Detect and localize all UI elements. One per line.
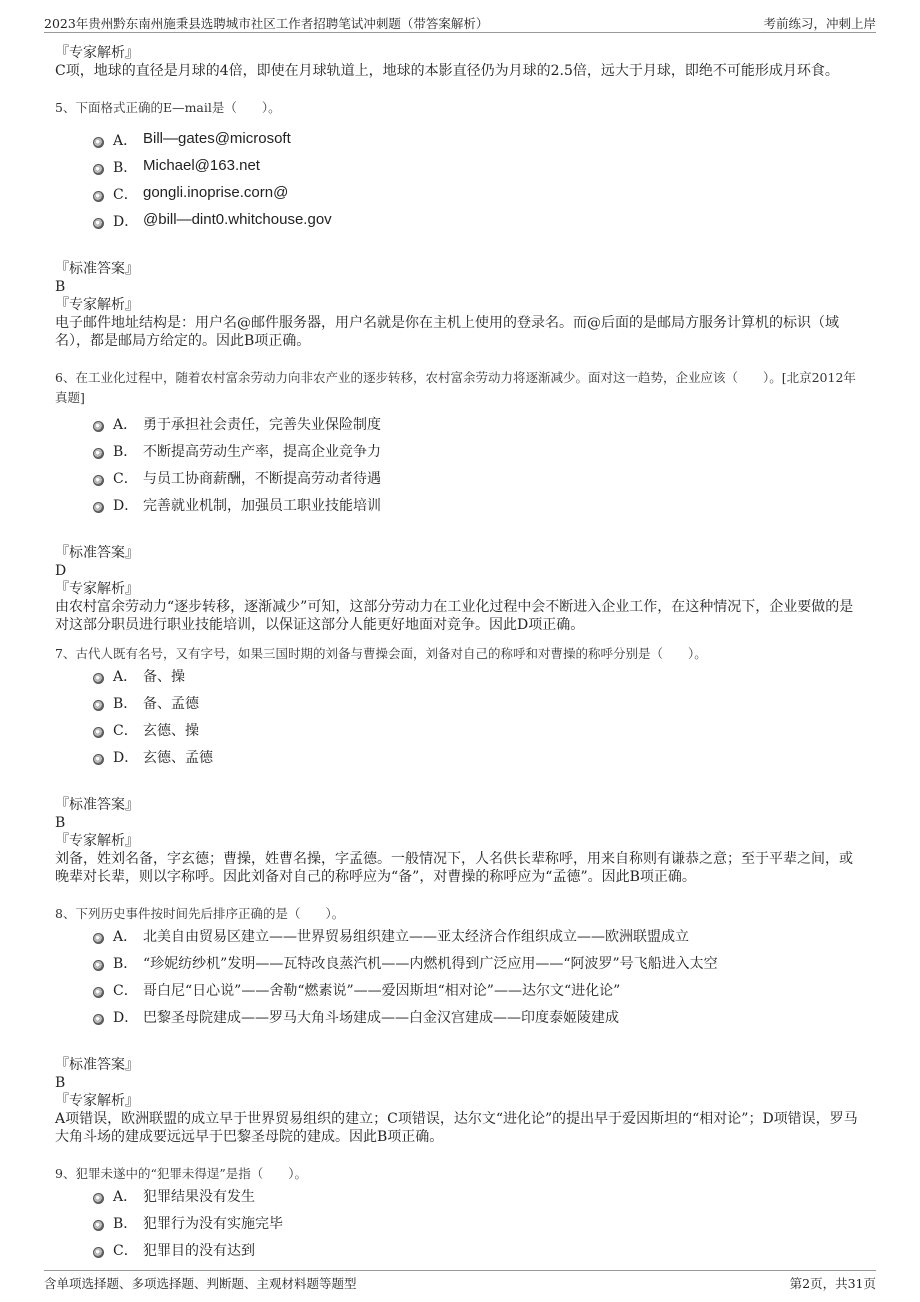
standard-answer: B: [55, 279, 66, 295]
expert-label: 『专家解析』: [55, 1093, 139, 1109]
radio-icon[interactable]: [93, 987, 104, 998]
radio-icon[interactable]: [93, 164, 104, 175]
standard-answer: B: [55, 815, 66, 831]
option-a[interactable]: A． 北美自由贸易区建立——世界贸易组织建立——亚太经济合作组织成立——欧洲联盟成立: [55, 924, 865, 951]
option-c[interactable]: C． gongli.inoprise.corn@: [55, 182, 865, 209]
option-c[interactable]: C． 与员工协商薪酬，不断提高劳动者待遇: [55, 466, 865, 493]
question-text: 8、下列历史事件按时间先后排序正确的是（ ）。: [55, 906, 345, 921]
radio-icon[interactable]: [93, 502, 104, 513]
radio-icon[interactable]: [93, 933, 104, 944]
radio-icon[interactable]: [93, 421, 104, 432]
option-c[interactable]: C． 哥白尼“日心说”——舍勒“燃素说”——爱因斯坦“相对论”——达尔文“进化论”: [55, 978, 865, 1005]
standard-answer-label: 『标准答案』: [55, 1057, 139, 1073]
option-a[interactable]: A． 犯罪结果没有发生: [55, 1184, 865, 1211]
radio-icon[interactable]: [93, 448, 104, 459]
radio-icon[interactable]: [93, 1014, 104, 1025]
standard-answer-label: 『标准答案』: [55, 797, 139, 813]
option-d[interactable]: D． 完善就业机制，加强员工职业技能培训: [55, 493, 865, 520]
option-a[interactable]: A． Bill—gates@microsoft: [55, 128, 865, 155]
page-footer: [44, 1270, 876, 1293]
radio-icon[interactable]: [93, 673, 104, 684]
option-a[interactable]: A． 勇于承担社会责任，完善失业保险制度: [55, 412, 865, 439]
standard-answer-label: 『标准答案』: [55, 545, 139, 561]
option-c[interactable]: C． 玄德、操: [55, 718, 865, 745]
radio-icon[interactable]: [93, 1247, 104, 1258]
option-b[interactable]: B． “珍妮纺纱机”发明——瓦特改良蒸汽机——内燃机得到广泛应用——“阿波罗”号飞船进入太空: [55, 951, 865, 978]
standard-answer: D: [55, 563, 67, 579]
question-text: 9、犯罪未遂中的“犯罪未得逞”是指（ ）。: [55, 1166, 307, 1181]
expert-analysis: 电子邮件地址结构是：用户名@邮件服务器，用户名就是你在主机上使用的登录名。而@后面的是邮局方服务计算机的标识（域名），都是邮局方给定的。因此B项正确。: [55, 315, 839, 349]
page-number: 第2页，共31页: [789, 1276, 876, 1291]
radio-icon[interactable]: [93, 1193, 104, 1204]
expert-analysis: 由农村富余劳动力“逐步转移，逐渐减少”可知，这部分劳动力在工业化过程中会不断进入企业工作，在这种情况下，企业要做的是对这部分职员进行职业技能培训，以保证这部分人能更好地面对竞争。因此D项正确。: [55, 599, 854, 633]
radio-icon[interactable]: [93, 475, 104, 486]
option-d[interactable]: D． 巴黎圣母院建成——罗马大角斗场建成——白金汉宫建成——印度泰姬陵建成: [55, 1005, 865, 1032]
option-c[interactable]: C． 犯罪目的没有达到: [55, 1238, 865, 1265]
option-b[interactable]: B． Michael@163.net: [55, 155, 865, 182]
standard-answer: B: [55, 1075, 66, 1091]
option-b[interactable]: B． 备、孟德: [55, 691, 865, 718]
question-block: [55, 98, 865, 350]
option-b[interactable]: B． 犯罪行为没有实施完毕: [55, 1211, 865, 1238]
option-a[interactable]: A． 备、操: [55, 664, 865, 691]
expert-analysis: A项错误，欧洲联盟的成立早于世界贸易组织的建立；C项错误，达尔文“进化论”的提出早于爱因斯坦的“相对论”；D项错误，罗马大角斗场的建成要远远早于巴黎圣母院的建成。因此B项正确。: [55, 1111, 858, 1145]
radio-icon[interactable]: [93, 727, 104, 738]
radio-icon[interactable]: [93, 700, 104, 711]
document-title: 2023年贵州黔东南州施秉县选聘城市社区工作者招聘笔试冲刺题（带答案解析）: [44, 16, 489, 31]
expert-analysis: 刘备，姓刘名备，字玄德；曹操，姓曹名操，字孟德。一般情况下，人名供长辈称呼，用来自称则有谦恭之意；至于平辈之间，或晚辈对长辈，则以字称呼。因此刘备对自己的称呼应为“备”，对曹操的称呼应为“孟德”。因此B项正确。: [55, 851, 853, 885]
radio-icon[interactable]: [93, 754, 104, 765]
standard-answer-label: 『标准答案』: [55, 261, 139, 277]
option-d[interactable]: D． 玄德、孟德: [55, 745, 865, 772]
expert-label: 『专家解析』: [55, 833, 139, 849]
radio-icon[interactable]: [93, 191, 104, 202]
expert-label: 『专家解析』: [55, 297, 139, 313]
radio-icon[interactable]: [93, 137, 104, 148]
question-block: [55, 904, 865, 1146]
footer-note: 含单项选择题、多项选择题、判断题、主观材料题等题型: [44, 1276, 357, 1291]
expert-label: 『专家解析』: [55, 581, 139, 597]
radio-icon[interactable]: [93, 1220, 104, 1231]
question-block: [55, 368, 865, 634]
document-body: [55, 44, 865, 1265]
question-text: 6、在工业化过程中，随着农村富余劳动力向非农产业的逐步转移，农村富余劳动力将逐渐减少。面对这一趋势，企业应该（ ）。[北京2012年真题]: [55, 370, 856, 405]
radio-icon[interactable]: [93, 218, 104, 229]
radio-icon[interactable]: [93, 960, 104, 971]
page-header: [44, 10, 876, 33]
question-text: 7、古代人既有名号，又有字号，如果三国时期的刘备与曹操会面，刘备对自己的称呼和对曹操的称呼分别是（ ）。: [55, 646, 707, 661]
option-b[interactable]: B． 不断提高劳动生产率，提高企业竞争力: [55, 439, 865, 466]
header-slogan: 考前练习，冲刺上岸: [763, 16, 876, 31]
question-block: [55, 644, 865, 886]
option-d[interactable]: D． @bill—dint0.whitchouse.gov: [55, 209, 865, 236]
expert-label: 『专家解析』: [55, 45, 139, 61]
expert-analysis: C项，地球的直径是月球的4倍，即使在月球轨道上，地球的本影直径仍为月球的2.5倍，远大于月球，即绝不可能形成月环食。: [55, 63, 839, 79]
question-text: 5、下面格式正确的E—mail是（ ）。: [55, 100, 281, 115]
question-block: [55, 1164, 865, 1265]
